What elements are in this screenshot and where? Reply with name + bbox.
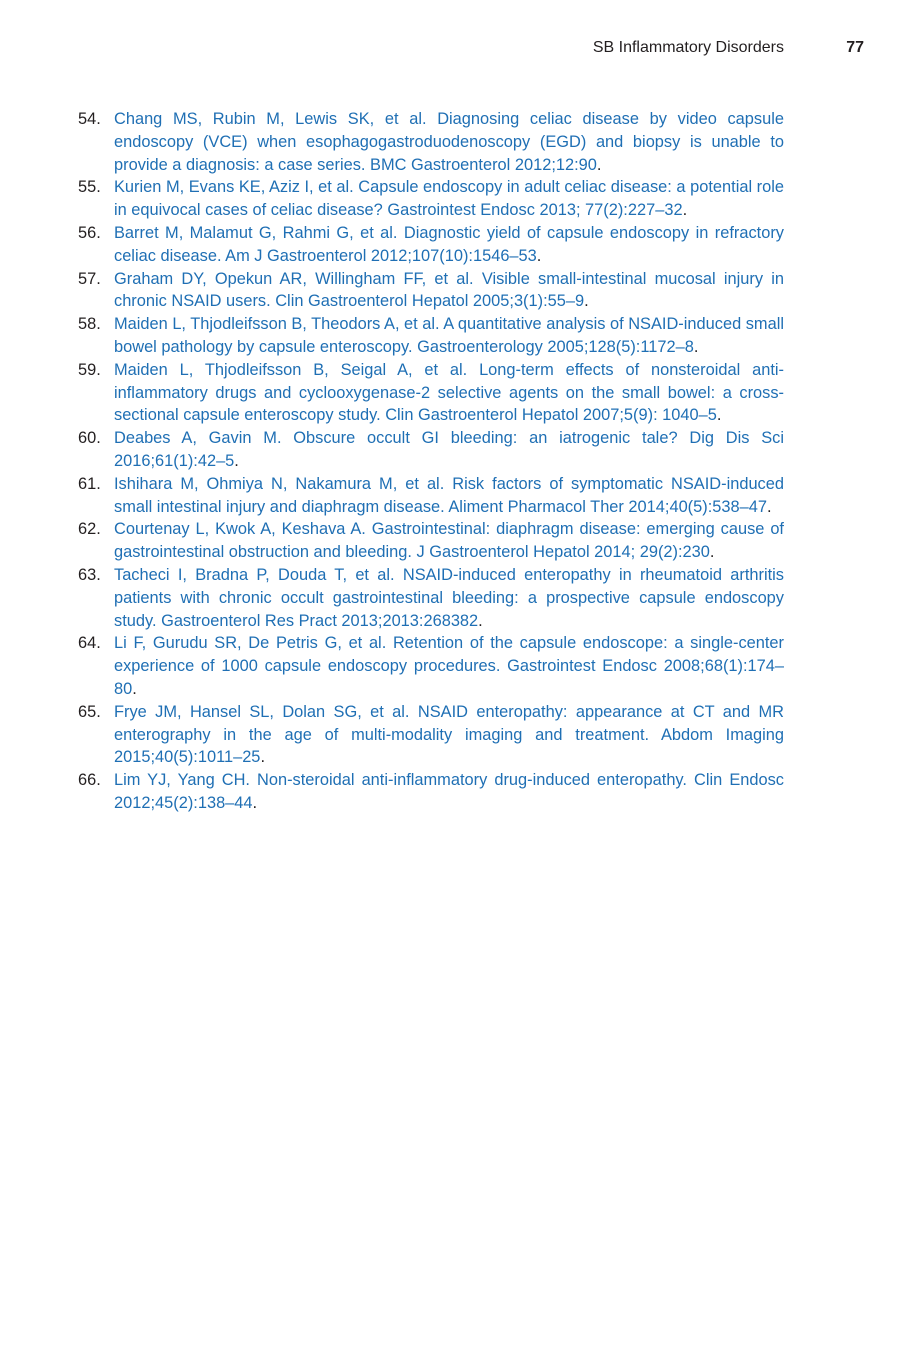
reference-link[interactable]: Ishihara M, Ohmiya N, Nakamura M, et al. Risk factors of symptomatic NSAID-induced small intestinal injury and diaphragm disease. Aliment Pharmacol Ther 2014;40(5):538–47	[114, 474, 784, 516]
reference-link[interactable]: Deabes A, Gavin M. Obscure occult GI bleeding: an iatrogenic tale? Dig Dis Sci 2016;61(1):42–5	[114, 429, 784, 470]
reference-end-period: .	[584, 292, 589, 311]
reference-link[interactable]: Li F, Gurudu SR, De Petris G, et al. Retention of the capsule endoscope: a single-center experience of 1000 capsule endoscopy procedures. Gastrointest Endosc 2008;68(1):174–80	[114, 634, 784, 698]
reference-end-period: .	[234, 451, 239, 470]
reference-end-period: .	[596, 155, 602, 174]
reference-link[interactable]: Maiden L, Thjodleifsson B, Theodors A, et al. A quantitative analysis of NSAID-induced small bowel pathology by capsule enteroscopy. Gastroenterology 2005;128(5):1172–8	[114, 315, 784, 356]
reference-end-period: .	[716, 406, 722, 425]
reference-item	[78, 701, 784, 769]
reference-link[interactable]: Kurien M, Evans KE, Aziz I, et al. Capsule endoscopy in adult celiac disease: a potential role in equivocal cases of celiac disease? Gastrointest Endosc 2013; 77(2):227–32	[114, 178, 784, 220]
reference-link[interactable]: Barret M, Malamut G, Rahmi G, et al. Diagnostic yield of capsule endoscopy in refractory celiac disease. Am J Gastroenterol 2012;107(10):1546–53	[114, 223, 784, 265]
reference-number: 62.	[78, 520, 101, 539]
page-number: 77	[846, 39, 864, 56]
reference-end-period: .	[478, 611, 483, 630]
reference-link[interactable]: Lim YJ, Yang CH. Non-steroidal anti-inflammatory drug-induced enteropathy. Clin Endosc 2012;45(2):138–44	[114, 771, 784, 812]
reference-link[interactable]: Graham DY, Opekun AR, Willingham FF, et al. Visible small-intestinal mucosal injury in chronic NSAID users. Clin Gastroenterol Hepatol 2005;3(1):55–9	[114, 269, 784, 311]
reference-list	[78, 108, 784, 815]
reference-end-period: .	[709, 543, 715, 562]
reference-number: 58.	[78, 315, 101, 334]
reference-item	[78, 473, 784, 519]
reference-end-period: .	[132, 679, 137, 698]
reference-item	[78, 222, 784, 268]
reference-end-period: .	[260, 748, 265, 767]
reference-number: 57.	[78, 269, 101, 288]
running-title: SB Inflammatory Disorders	[592, 39, 784, 56]
reference-number: 54.	[78, 110, 101, 128]
reference-number: 56.	[78, 223, 101, 242]
reference-item	[78, 313, 784, 359]
reference-number: 66.	[78, 771, 101, 790]
reference-link[interactable]: Courtenay L, Kwok A, Keshava A. Gastrointestinal: diaphragm disease: emerging cause of gastrointestinal obstruction and bleeding. J Gastroenterol Hepatol 2014; 29(2):230	[114, 520, 784, 562]
reference-item	[78, 564, 784, 632]
reference-link[interactable]: Maiden L, Thjodleifsson B, Seigal A, et al. Long-term effects of nonsteroidal anti-inflammatory drugs and cyclooxygenase-2 selective agents on the small bowel: a cross-sectional capsule enteroscopy study. Clin Gastroenterol Hepatol 2007;5(9): 1040–5	[114, 360, 784, 425]
reference-item	[78, 176, 784, 222]
reference-end-period: .	[693, 337, 699, 356]
reference-link[interactable]: Tacheci I, Bradna P, Douda T, et al. NSAID-induced enteropathy in rheumatoid arthritis patients with chronic occult gastrointestinal bleeding: a prospective capsule endoscopy study. Gastroenterol Res Pract 2013;2013:268382	[114, 565, 784, 630]
reference-item	[78, 359, 784, 427]
reference-number: 63.	[78, 565, 101, 584]
reference-end-period: .	[766, 497, 772, 516]
reference-number: 61.	[78, 474, 101, 493]
running-header	[0, 37, 900, 59]
reference-number: 65.	[78, 702, 101, 721]
reference-item	[78, 769, 784, 815]
reference-number: 59.	[78, 360, 101, 379]
reference-item	[78, 427, 784, 473]
reference-item	[78, 108, 784, 176]
reference-item	[78, 632, 784, 700]
reference-end-period: .	[536, 246, 542, 265]
reference-item	[78, 268, 784, 314]
reference-item	[78, 518, 784, 564]
reference-end-period: .	[682, 201, 688, 220]
reference-number: 60.	[78, 429, 101, 448]
reference-end-period: .	[252, 793, 258, 812]
reference-number: 55.	[78, 178, 101, 197]
reference-number: 64.	[78, 634, 101, 653]
reference-link[interactable]: Frye JM, Hansel SL, Dolan SG, et al. NSAID enteropathy: appearance at CT and MR enterography in the age of multi-modality imaging and treatment. Abdom Imaging 2015;40(5):1011–25	[114, 702, 784, 767]
reference-link[interactable]: Chang MS, Rubin M, Lewis SK, et al. Diagnosing celiac disease by video capsule endoscopy (VCE) when esophagogastroduodenoscopy (EGD) and biopsy is unable to provide a diagnosis: a case series. BMC Gastroenterol 2012;12:90	[114, 110, 784, 174]
